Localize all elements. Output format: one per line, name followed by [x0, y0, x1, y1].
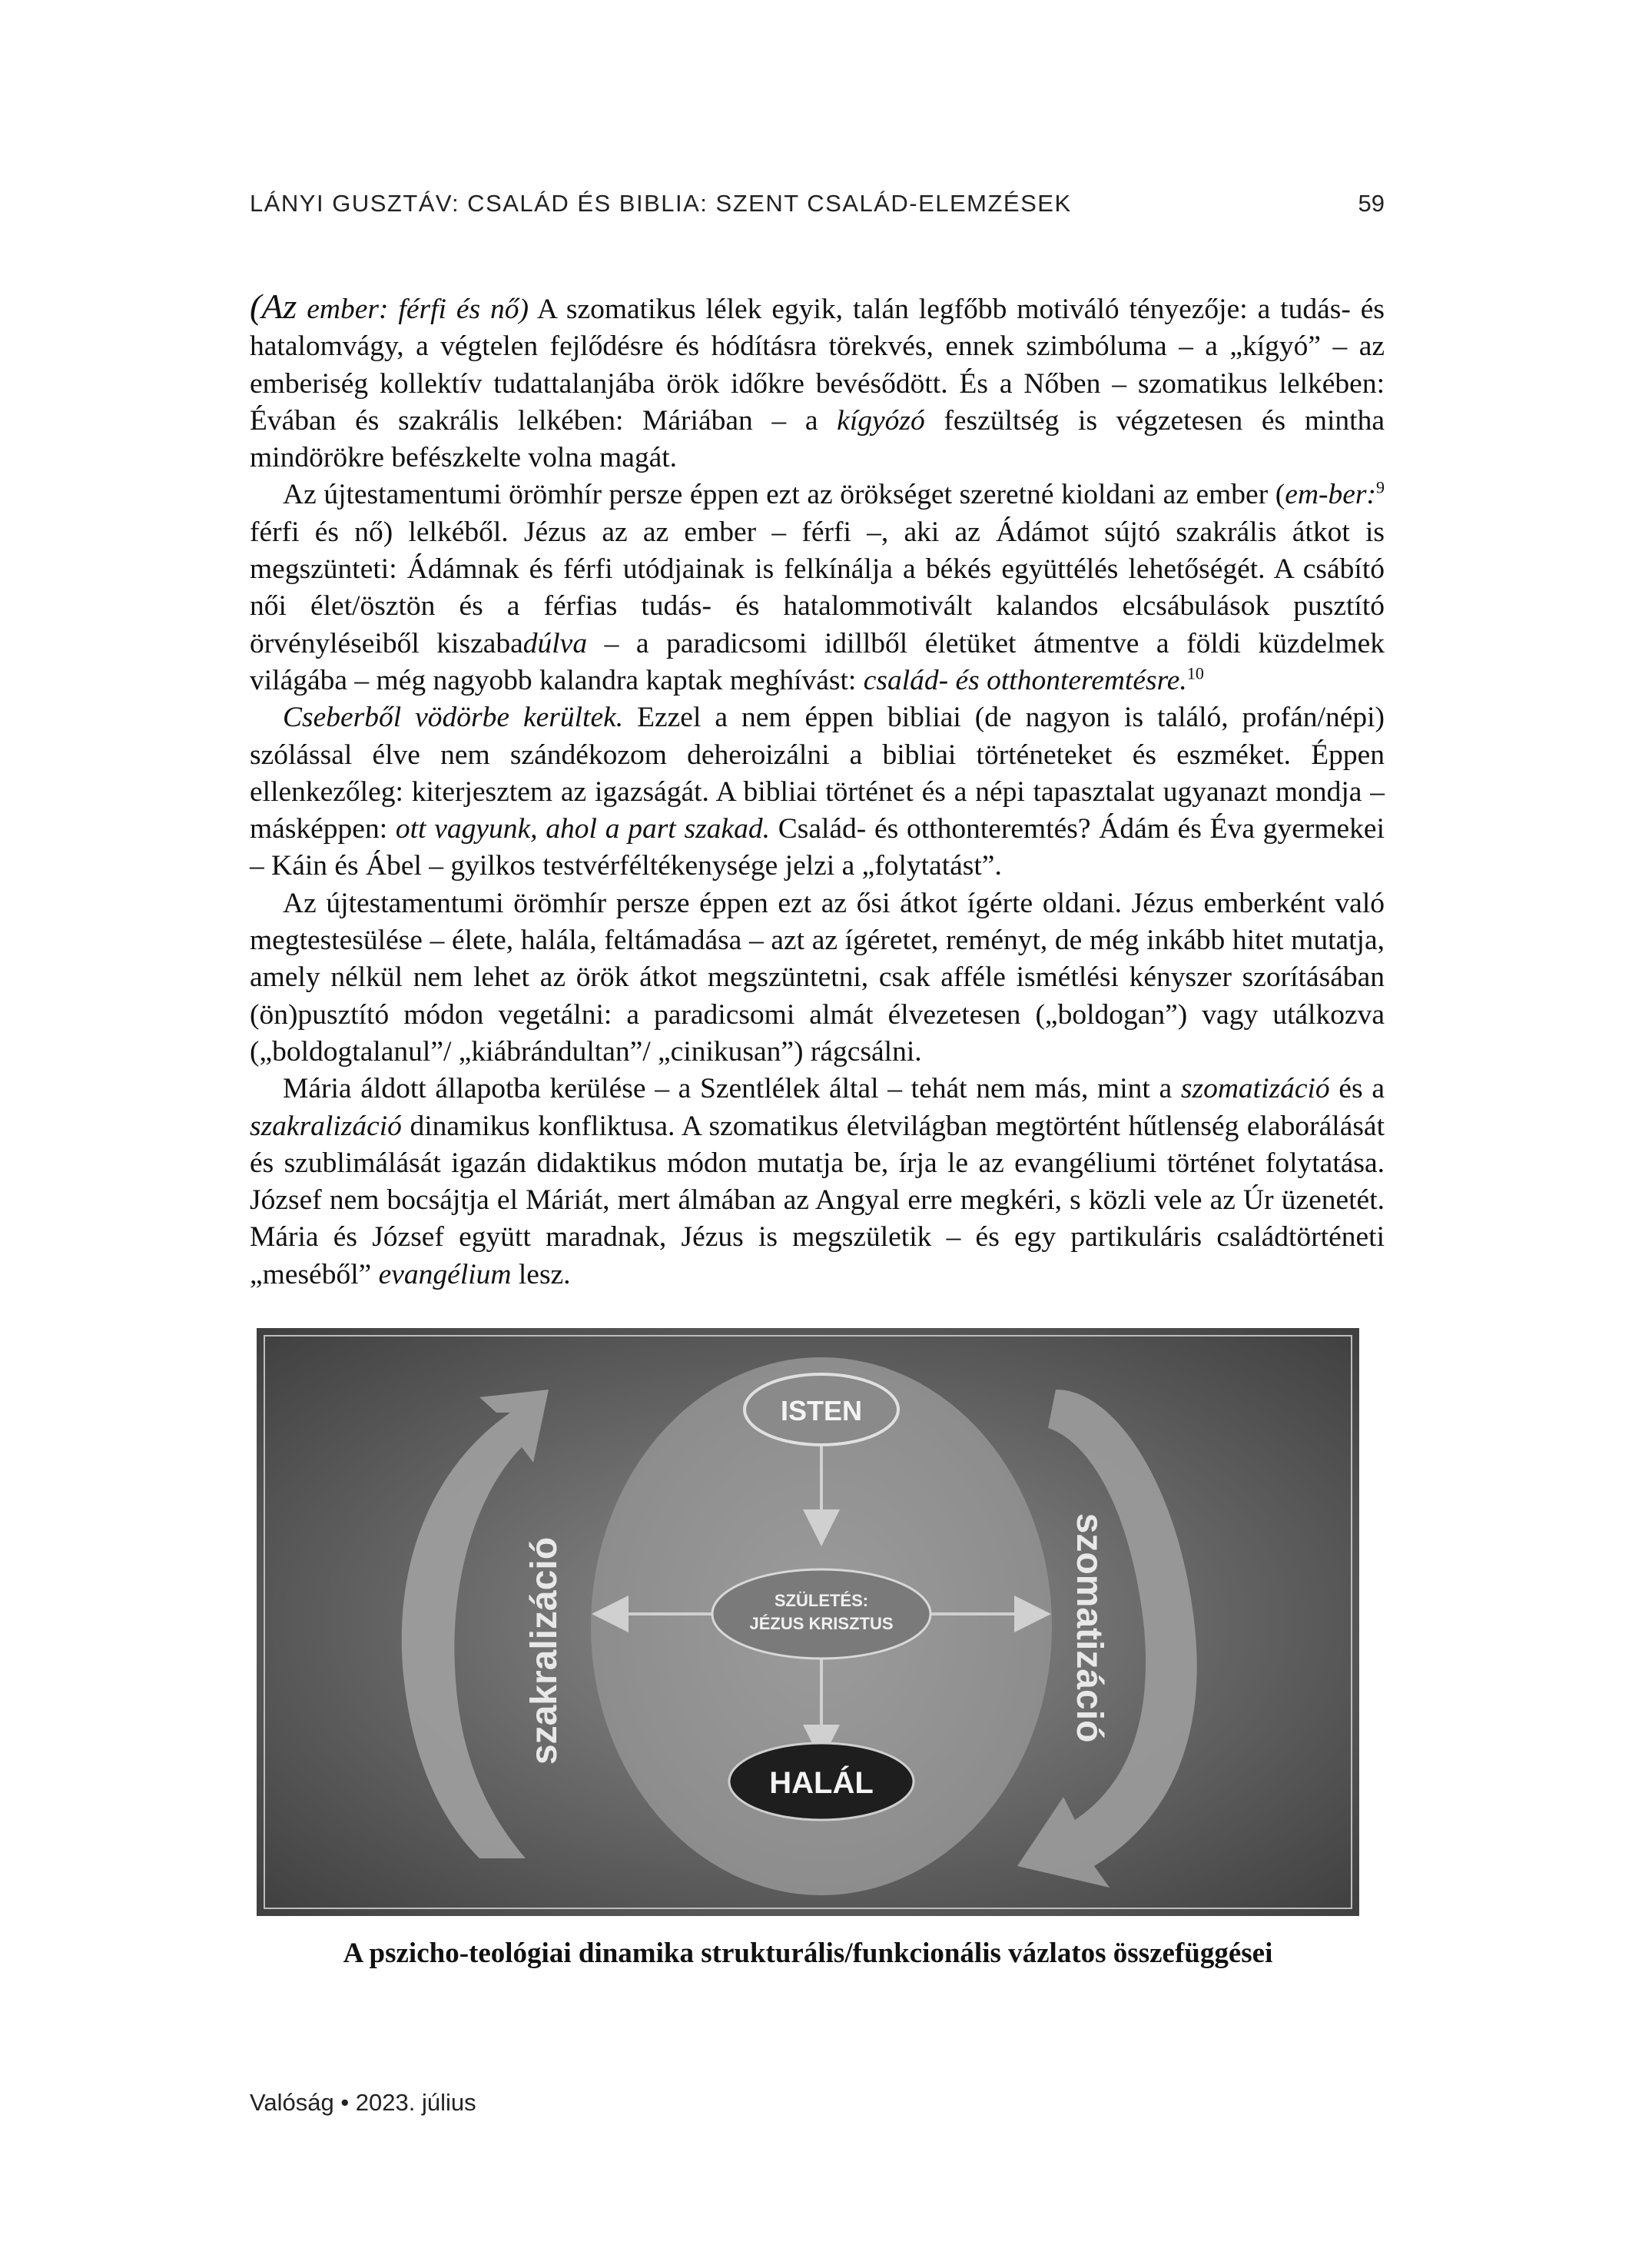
- paragraph-4: Az újtestamentumi örömhír persze éppen ezt az ősi átkot ígérte oldani. Jézus emberként való megtestesülése – élete, halála, feltámadása – azt az ígéretet, reményt, de még inkább hitet mutatja, amely nélkül nem lehet az örök átkot megszüntetni, csak afféle ismétlési kényszer szorításában (ön)pusztító módon vegetálni: a paradicsomi almát élvezetesen („boldogan”) vagy utálkozva („boldogtalanul”/ „kiábrándultan”/ „cinikusan”) rágcsálni.: [250, 887, 1385, 1068]
- label-szomatizacio: szomatizáció: [1069, 1513, 1110, 1743]
- p5-italic-2: szakralizáció: [250, 1110, 402, 1142]
- p2-italic-1: em-ber:: [1285, 479, 1376, 511]
- p3-italic-1: Cseberből vödörbe kerültek.: [283, 702, 624, 734]
- node-szuletes-line2: JÉZUS KRISZTUS: [749, 1614, 894, 1633]
- paragraph-5: [250, 1071, 1385, 1293]
- paragraph-2: [250, 477, 1385, 699]
- p2-italic-3: család- és otthonteremtésre.: [863, 664, 1187, 696]
- diagram-figure: [257, 1328, 1359, 1916]
- paragraph-1: [250, 288, 1385, 477]
- p1-italic: kígyózó: [837, 404, 925, 437]
- diagram-svg: [257, 1328, 1359, 1916]
- p2-text-b: férfi és nő) lelkéből. Jézus az az ember – férfi –, aki az Ádámot sújtó szakrális átkot is megszünteti: Ádámnak és férfi utódjainak is felkínálja a békés együttélés lehetőségét. A csábító női élet/ösztön és a férfias tudás- és hatalommotivált kalandos elcsábulások pusztító örvényléseiből kiszaba: [250, 516, 1385, 659]
- node-isten-label: ISTEN: [780, 1395, 863, 1426]
- running-head: LÁNYI GUSZTÁV: CSALÁD ÉS BIBLIA: SZENT CSALÁD-ELEMZÉSEK: [250, 190, 1072, 217]
- label-szakralizacio: szakralizáció: [524, 1536, 565, 1765]
- p3-text-b: Család- és otthonteremtés? Ádám és Éva gyermekei – Káin és Ábel – gyilkos testvérféltékenysége jelzi a „folytatást”.: [250, 813, 1385, 882]
- p3-italic-2: ott vagyunk, ahol a part szakad.: [395, 813, 770, 845]
- figure-caption: A pszicho-teológiai dinamika strukturális/funkcionális vázlatos összefüggései: [343, 1938, 1273, 1969]
- p5-italic-3: evangélium: [378, 1258, 512, 1290]
- paragraph-3: [250, 699, 1385, 885]
- footnote-ref-9[interactable]: 9: [1376, 477, 1385, 497]
- page-number: 59: [1358, 190, 1385, 217]
- p5-text-c: dinamikus konfliktusa. A szomatikus életvilágban megtörtént hűtlenség elaborálását és szublimálását igazán didaktikus módon mutatja be, írja le az evangéliumi történet folytatása. József nem bocsájtja el Máriát, mert álmában az Angyal erre megkéri, s közli vele az Úr üzenetét. Mária és József együtt maradnak, Jézus is megszületik – és egy partikuláris családtörténeti „meséből”: [250, 1110, 1385, 1290]
- p5-italic-1: szomatizáció: [1180, 1073, 1330, 1105]
- p2-text-a: Az újtestamentumi örömhír persze éppen ezt az örökséget szeretné kioldani az ember (: [283, 479, 1285, 511]
- p1-text: A szomatikus lélek egyik, talán legfőbb motiváló tényezője: a tudás- és hatalomvágy, a végtelen fejlődésre és hódításra törekvés, ennek szimbóluma – a „kígyó” – az emberiség kollektív tudattalanjába örök időkre bevésődött. És a Nőben – szomatikus lelkében: Évában és szakrális lelkében: Máriában – a: [250, 294, 1385, 437]
- node-halal-label: HALÁL: [769, 1766, 874, 1800]
- node-szuletes-line1: SZÜLETÉS:: [774, 1591, 869, 1610]
- p3-text-a: Ezzel a nem éppen bibliai (de nagyon is találó, profán/népi) szólással élve nem szándékozom deheroizálni a bibliai történeteket és eszméket. Éppen ellenkezőleg: kiterjesztem az igazságát. A bibliai történet és a népi tapasztalat ugyanazt mondja – másképpen:: [250, 702, 1385, 845]
- footer: Valóság • 2023. július: [250, 2089, 476, 2116]
- body-text: [250, 288, 1385, 1293]
- p5-text-a: Mária áldott állapotba kerülése – a Szentlélek által – tehát nem más, mint a: [283, 1073, 1181, 1105]
- footnote-ref-10[interactable]: 10: [1186, 663, 1204, 683]
- p2-text-c: – a paradicsomi idillből életüket átmentve a földi küzdelmek világába – még nagyobb kalandra kaptak meghívást:: [250, 627, 1385, 696]
- p2-italic-2: dúlva: [522, 627, 588, 659]
- lead-words: (Az: [250, 287, 297, 326]
- p5-text-b: és a: [1329, 1073, 1385, 1105]
- lead-phrase: ember: férfi és nő): [307, 294, 529, 325]
- p5-text-d: lesz.: [511, 1258, 571, 1290]
- p1-end: feszültség is végzetesen és mintha mindörökre befészkelte volna magát.: [250, 404, 1385, 474]
